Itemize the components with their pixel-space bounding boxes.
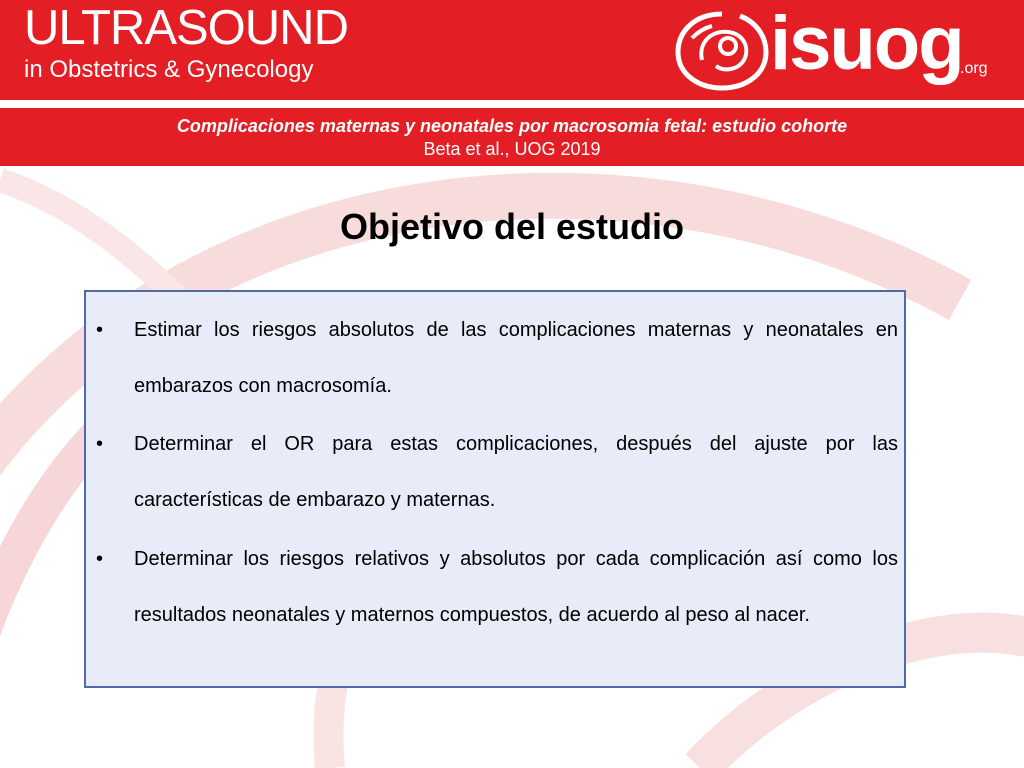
journal-header — [0, 0, 1024, 100]
article-banner — [0, 108, 1024, 166]
objective-text: Determinar el OR para estas complicaciones, después del ajuste por las características de embarazo y maternas. — [134, 433, 898, 511]
bullet-icon: • — [96, 548, 104, 570]
bullet-icon: • — [96, 319, 104, 341]
article-title: Complicaciones maternas y neonatales por macrosomia fetal: estudio cohorte — [176, 116, 848, 136]
journal-subtitle: in Obstetrics & Gynecology — [24, 56, 314, 83]
article-citation: Beta et al., UOG 2019 — [423, 139, 601, 159]
objective-item — [96, 416, 898, 528]
journal-title: ULTRASOUND — [24, 1, 348, 55]
objective-item — [96, 531, 898, 643]
objective-item — [96, 302, 898, 414]
objective-text: Estimar los riesgos absolutos de las complicaciones maternas y neonatales en embarazos con macrosomía. — [134, 319, 898, 397]
isuog-logo-text: isuog — [770, 1, 963, 86]
bullet-icon: • — [96, 433, 104, 455]
isuog-fetus-logo-icon — [672, 8, 772, 92]
slide-title: Objetivo del estudio — [339, 206, 685, 247]
objective-text: Determinar los riesgos relativos y absolutos por cada complicación así como los resultados neonatales y maternos compuestos, de acuerdo al peso al nacer. — [134, 548, 898, 626]
isuog-logo-tld: .org — [960, 60, 988, 77]
objectives-box — [84, 290, 906, 688]
